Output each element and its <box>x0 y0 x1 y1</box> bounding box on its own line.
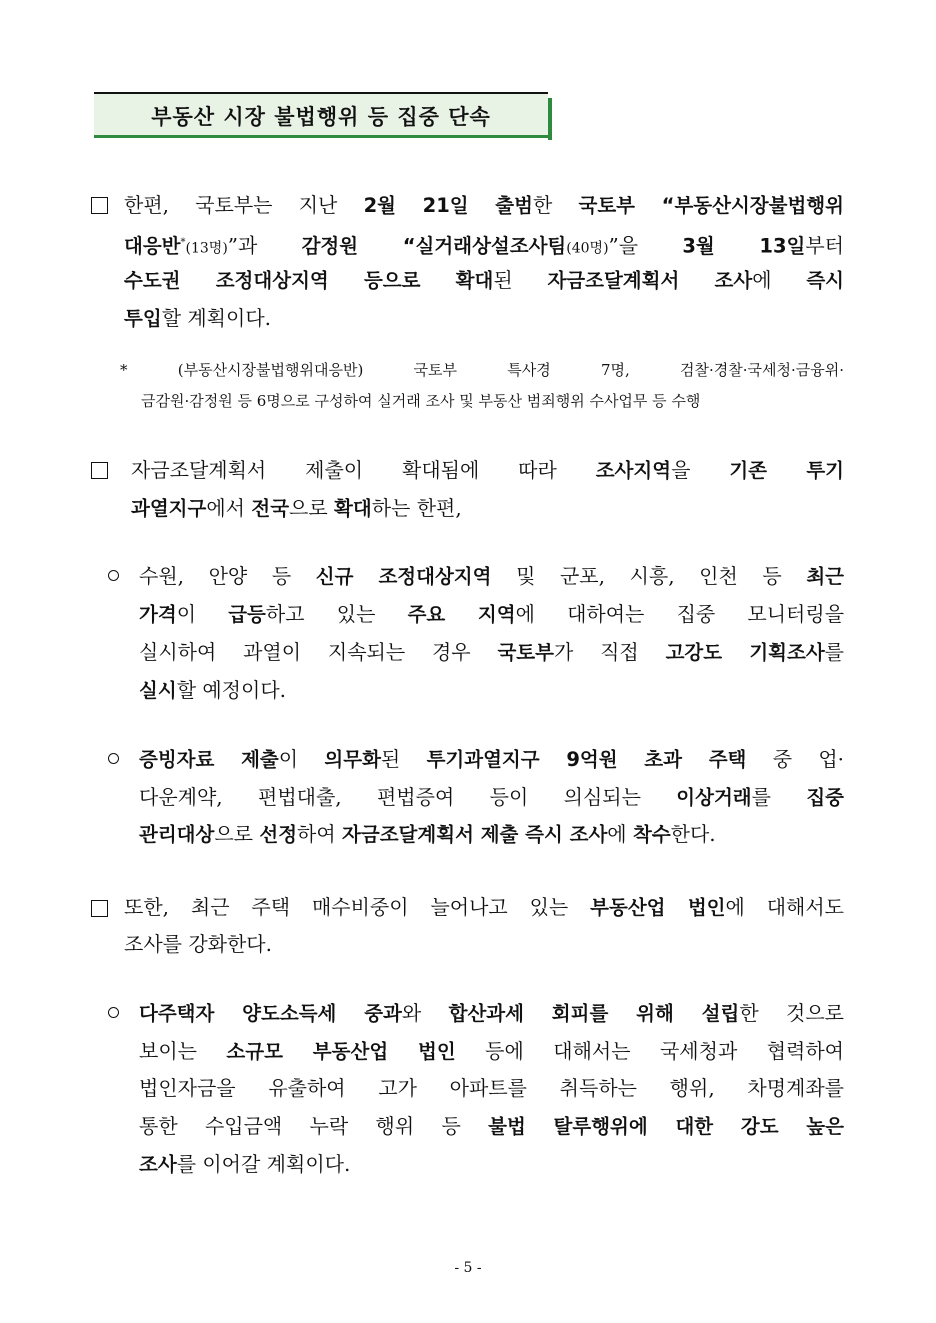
para2-line1: 자금조달계획서 제출이 확대됨에 따라 조사지역을 기존 투기 <box>131 458 844 482</box>
bullet2-line3: 관리대상으로 선정하여 자금조달계획서 제출 즉시 조사에 착수한다. <box>139 822 716 846</box>
square-bullet-icon <box>91 197 108 214</box>
bullet3-line2: 보이는 소규모 부동산업 법인 등에 대해서는 국세청과 협력하여 <box>139 1039 844 1063</box>
section-title-box <box>94 92 548 138</box>
para1-line1: 한편, 국토부는 지난 2월 21일 출범한 국토부 “부동산시장불법행위 <box>124 193 844 217</box>
bullet1-line1: 수원, 안양 등 신규 조정대상지역 및 군포, 시흥, 인천 등 최근 <box>139 564 845 588</box>
bullet2-line2: 다운계약, 편법대출, 편법증여 등이 의심되는 이상거래를 집중 <box>139 785 844 809</box>
para3-line1: 또한, 최근 주택 매수비중이 늘어나고 있는 부동산업 법인에 대해서도 <box>124 895 845 919</box>
section-title: 부동산 시장 불법행위 등 집중 단속 <box>151 105 491 129</box>
para1-line3: 수도권 조정대상지역 등으로 확대된 자금조달계획서 조사에 즉시 <box>124 268 844 292</box>
para3-line2: 조사를 강화한다. <box>124 932 272 956</box>
para1-line2: 대응반*(13명)”과 감정원 “실거래상설조사팀(40명)”을 3월 13일부터 <box>124 233 844 258</box>
para2-line2: 과열지구에서 전국으로 확대하는 한편, <box>131 496 462 520</box>
bullet3-line3: 법인자금을 유출하여 고가 아파트를 취득하는 행위, 차명계좌를 <box>139 1076 844 1100</box>
square-bullet-icon <box>91 900 108 917</box>
title-box-shadow <box>548 98 552 140</box>
bullet3-line4: 통한 수입금액 누락 행위 등 불법 탈루행위에 대한 강도 높은 <box>139 1114 844 1138</box>
circle-bullet-icon <box>108 753 119 764</box>
para1-line4: 투입할 계획이다. <box>124 306 272 330</box>
page-number: - 5 - <box>454 1260 482 1276</box>
square-bullet-icon <box>91 462 108 479</box>
footnote-line1: * (부동산시장불법행위대응반) 국토부 특사경 7명, 검찰·경찰·국세청·금융위· <box>120 361 844 379</box>
bullet1-line2: 가격이 급등하고 있는 주요 지역에 대하여는 집중 모니터링을 <box>139 602 845 626</box>
circle-bullet-icon <box>108 1007 119 1018</box>
footnote-line2: 금감원·감정원 등 6명으로 구성하여 실거래 조사 및 부동산 범죄행위 수사업무 등 수행 <box>141 392 701 410</box>
circle-bullet-icon <box>108 570 119 581</box>
bullet1-line3: 실시하여 과열이 지속되는 경우 국토부가 직접 고강도 기획조사를 <box>139 640 844 664</box>
bullet3-line5: 조사를 이어갈 계획이다. <box>139 1152 351 1176</box>
bullet1-line4: 실시할 예정이다. <box>139 678 287 702</box>
bullet3-line1: 다주택자 양도소득세 중과와 합산과세 회피를 위해 설립한 것으로 <box>139 1001 844 1025</box>
bullet2-line1: 증빙자료 제출이 의무화된 투기과열지구 9억원 초과 주택 중 업· <box>139 747 845 771</box>
